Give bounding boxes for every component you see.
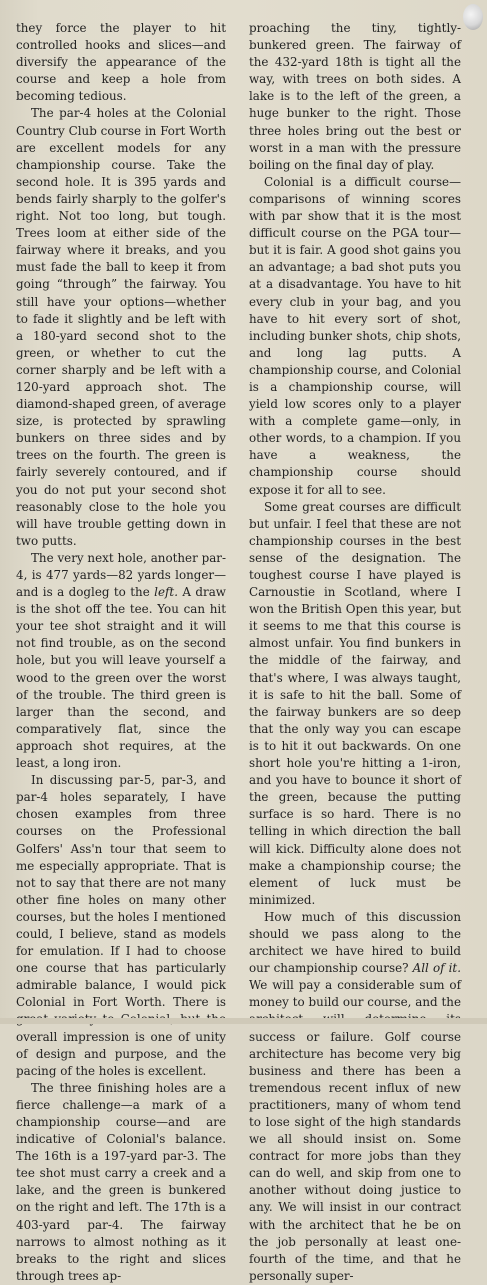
text-run: We will pay a considerable sum of money to build our course, and the success or failure. Golf course architecture has become very big business and there has been a tremendous recent influx of new practitioners, many of whom tend to lose sight of the high standards we all should insist on. Some contract for more jobs than they can do well, and skip from one to another without doing justice to any. We will insist in our contract with the architect that he be on the job personally at least one-fourth of the time, and that he personally super- [249,978,461,1283]
paragraph: proaching the tiny, tightly-bunkered green. The fairway of the 432-yard 18th is tight all the way, with trees on both sides. A lake is to the left of the green, a huge bunker to the right. Those three holes bring out the best or worst in a man with the pressure boiling on the final day of play. [249,21,461,172]
left-text-column [16,20,226,1285]
text-run: The very next hole, another par-4, is 477 yards—82 yards longer—and is a dogleg to the [16,550,226,600]
paragraph [249,909,461,1285]
right-text-column [249,20,461,1285]
paragraph [16,550,226,772]
paragraph: The par-4 holes at the Colonial Country Club course in Fort Worth are excellent models for any championship course. Take the second hole. It is 395 yards and bends fairly sharply to the golfer's right. Not too long, but tough. Trees loom at either side of the fairway where it breaks, and you must fade the ball to keep it from going “through” the fairway. You still have your options—whether to fade it slightly and be left with a 180-yard second shot to the green, or whether to cut the corner sharply and be left with a 120-yard approach shot. The diamond-shaped green, of average size, is protected by sprawling bunkers on three sides and by trees on the fourth. The green is fairly severely contoured, and if you do not put your second shot reasonably close to the hole you will have trouble getting down in two putts. [16,106,226,548]
paragraph: The three finishing holes are a fierce challenge—a mark of a championship course—and are indicative of Colonial's balance. The 16th is a 197-yard par-3. The tee shot must carry a creek and a lake, and the green is bunkered on the right and left. The 17th is a 403-yard par-4. The fairway narrows to almost nothing as it breaks to the right and slices through trees ap- [16,1080,226,1283]
binding-hole [463,4,483,30]
paragraph: Colonial is a difficult course—comparisons of winning scores with par show that it is the most difficult course on the PGA tour—but it is fair. A good shot gains you an advantage; a bad shot puts you at a disadvantage. You have to hit every club in your bag, and you have to hit every sort of shot, including bunker shots, chip shots, and long lag putts. A championship course, and Colonial is a championship course, will yield low scores only to a player with a complete game—only, in other words, to a champion. If you have a weakness, the championship course should expose it for all to see. [249,174,461,497]
emphasis-text: All of it. [412,961,461,976]
text-run: A draw is the shot off the tee. You can hit your tee shot straight and it will not find trouble, as on the second hole, but you will leave yourself a wood to the green over the worst of the trouble. The third green is larger than the second, and comparatively flat, since the approach shot requires, at the least, a long iron. [16,585,226,771]
paragraph: they force the player to hit controlled hooks and slices—and diversify the appearance of the course and keep a hole from becoming tedious. [16,21,226,104]
emphasis-text: left. [154,585,178,600]
paragraph: In discussing par-5, par-3, and par-4 holes separately, I have chosen examples from three courses on the Professional Golfers' Ass'n tour that seem to me especially appropriate. That is not to say that there are not many other fine holes on many other courses, but the holes I mentioned could, I believe, stand as models for emulation. If I had to choose one course that has particularly admirable balance, I would pick Colonial in Fort Worth. There is overall impression is one of unity of design and purpose, and the pacing of the holes is excellent. [16,773,226,1078]
text-run: How much of this discussion should we pass along to the architect we have hired to build our championship course? [249,909,461,976]
paragraph: Some great courses are difficult but unfair. I feel that these are not championship courses in the best sense of the designation. The toughest course I have played is Carnoustie in Scotland, where I won the British Open this year, but it seems to me that this course is almost unfair. You find bunkers in the middle of the fairway, and that's where, I was always taught, it is safe to hit the ball. Some of the fairway bunkers are so deep that the only way you can escape is to hit it out backwards. On one short hole you're hitting a 1-iron, and you have to bounce it short of the green, because the putting surface is so hard. There is no telling in which direction the ball will kick. Difficulty alone does not make a championship course; the element of luck must be minimized. [249,499,461,907]
page-bottom-edge [0,1018,487,1024]
